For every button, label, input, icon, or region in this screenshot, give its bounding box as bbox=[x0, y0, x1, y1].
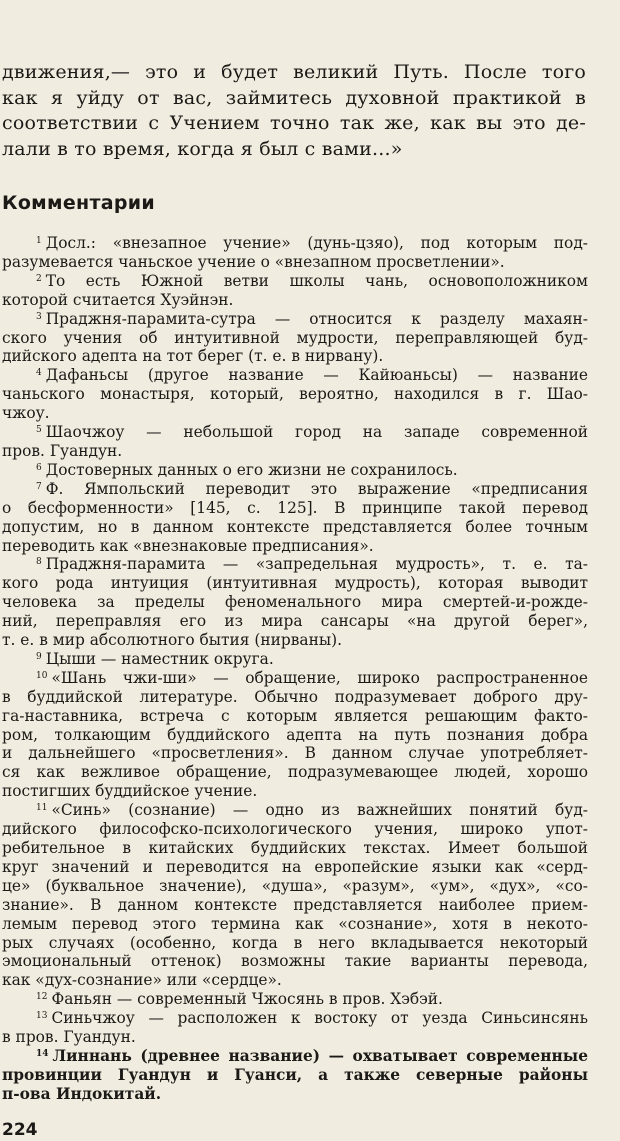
note-line: разумевается чаньское учение о «внезапном просветлении». bbox=[2, 252, 505, 271]
note-number: 8 bbox=[36, 557, 42, 568]
note-line: ся как вежливое обращение, подразумевающее людей, хорошо bbox=[2, 763, 588, 782]
note-number: 2 bbox=[36, 273, 42, 284]
note-line: Достоверных данных о его жизни не сохранилось. bbox=[45, 460, 458, 479]
note-line: круг значений и переводится на европейские языки как «серд- bbox=[2, 857, 588, 876]
note-line: Дафаньсы (другое название — Кайюаньсы) — название bbox=[45, 366, 588, 385]
note-7 bbox=[2, 480, 588, 556]
note-line: Досл.: «внезапное учение» (дунь-цзяо), под которым под- bbox=[45, 234, 588, 252]
note-line: Синьчжоу — расположен к востоку от уезда Синьсинсянь bbox=[51, 1009, 588, 1028]
note-line: в буддийской литературе. Обычно подразумевает доброго дру- bbox=[2, 687, 588, 706]
note-line: рых случаях (особенно, когда в него вкладывается некоторый bbox=[2, 933, 588, 952]
note-number: 9 bbox=[36, 651, 42, 662]
note-line: и дальнейшего «просветления». В данном случае употребляет- bbox=[2, 744, 588, 763]
note-line: То есть Южной ветви школы чань, основоположником bbox=[45, 271, 588, 290]
note-line: переводить как «внезнаковые предписания». bbox=[2, 536, 374, 555]
note-line: т. е. в мир абсолютного бытия (нирваны). bbox=[2, 631, 342, 650]
note-line: Ф. Ямпольский переводит это выражение «предписания bbox=[45, 479, 588, 498]
note-1 bbox=[2, 234, 588, 272]
note-line: Линнань (древнее название) — охватывает современные bbox=[52, 1046, 588, 1065]
note-line: дийского адепта на тот берег (т. е. в нирвану). bbox=[2, 347, 384, 366]
note-line: чаньского монастыря, который, вероятно, находился в г. Шао- bbox=[2, 385, 588, 404]
note-line: це» (буквальное значение), «душа», «разум», «ум», «дух», «со- bbox=[2, 876, 588, 895]
note-line: о бесформенности» [145, с. 125]. В принципе такой перевод bbox=[2, 498, 588, 517]
note-number: 13 bbox=[36, 1011, 48, 1022]
note-5 bbox=[2, 423, 588, 461]
note-2 bbox=[2, 272, 588, 310]
note-line: дийского философско-психологического учения, широко упот- bbox=[2, 820, 588, 839]
note-number: 14 bbox=[36, 1048, 49, 1059]
note-9 bbox=[2, 650, 588, 669]
note-line: кого рода интуиция (интуитивная мудрость), которая выводит bbox=[2, 574, 588, 593]
note-line: в пров. Гуандун. bbox=[2, 1028, 136, 1047]
note-line: Шаочжоу — небольшой город на западе современной bbox=[45, 423, 588, 442]
note-line: знание». В данном контексте представляется наиболее прием- bbox=[2, 895, 588, 914]
note-line: лемым перевод этого термина как «сознание», хотя в некото- bbox=[2, 914, 588, 933]
note-line: ребительное в китайских буддийских текстах. Имеет большой bbox=[2, 839, 588, 857]
note-8 bbox=[2, 555, 588, 650]
note-number: 1 bbox=[36, 236, 42, 246]
intro-line: движения,— это и будет великий Путь. После того bbox=[2, 61, 586, 83]
note-14 bbox=[2, 1047, 588, 1104]
note-line: провинции Гуандун и Гуанси, а также северные районы bbox=[2, 1065, 588, 1084]
section-heading: Комментарии bbox=[2, 192, 156, 214]
note-line: чжоу. bbox=[2, 404, 50, 423]
note-line: «Синь» (сознание) — одно из важнейших понятий буд- bbox=[51, 801, 588, 820]
note-10 bbox=[2, 669, 588, 801]
note-line: человека за пределы феноменального мира смертей-и-рожде- bbox=[2, 593, 588, 612]
note-line: эмоциональный оттенок) возможны такие варианты перевода, bbox=[2, 952, 588, 971]
note-line: п-ова Индокитай. bbox=[2, 1084, 162, 1103]
note-number: 4 bbox=[36, 368, 42, 379]
note-3 bbox=[2, 310, 588, 367]
note-11 bbox=[2, 801, 588, 990]
page-number: 224 bbox=[2, 1120, 38, 1140]
note-6 bbox=[2, 461, 588, 480]
note-line: Праджня-парамита-сутра — относится к разделу махаян- bbox=[45, 309, 588, 328]
note-line: допустим, но в данном контексте представляется более точным bbox=[2, 517, 588, 536]
notes-list bbox=[2, 234, 588, 1104]
intro-line: лали в то время, когда я был с вами...» bbox=[2, 137, 403, 160]
note-12 bbox=[2, 990, 588, 1009]
intro-line: как я уйду от вас, займитесь духовной практикой в bbox=[2, 86, 586, 109]
note-line: ром, толкающим буддийского адепта на путь познания добра bbox=[2, 725, 588, 744]
note-13 bbox=[2, 1009, 588, 1047]
note-number: 7 bbox=[36, 481, 42, 492]
note-number: 12 bbox=[36, 992, 48, 1003]
note-number: 10 bbox=[36, 670, 48, 681]
note-line: которой считается Хуэйнэн. bbox=[2, 290, 234, 309]
note-line: Фаньян — современный Чжосянь в пров. Хэбэй. bbox=[51, 990, 443, 1009]
note-line: ского учения об интуитивной мудрости, переправляющей буд- bbox=[2, 328, 588, 347]
note-line: га-наставника, встреча с которым является решающим факто- bbox=[2, 706, 588, 725]
note-line: постигших буддийское учение. bbox=[2, 782, 258, 801]
note-4 bbox=[2, 366, 588, 423]
note-number: 6 bbox=[36, 462, 42, 473]
intro-line: соответствии с Учением точно так же, как вы это де- bbox=[2, 112, 586, 134]
intro-paragraph bbox=[2, 60, 586, 162]
note-line: ний, переправляя его из мира сансары «на другой берег», bbox=[2, 612, 588, 631]
note-line: «Шань чжи-ши» — обращение, широко распространенное bbox=[51, 668, 588, 687]
note-number: 11 bbox=[36, 803, 48, 814]
note-number: 5 bbox=[36, 425, 42, 436]
note-number: 3 bbox=[36, 311, 42, 322]
note-line: Праджня-парамита — «запредельная мудрость», т. е. та- bbox=[45, 555, 588, 574]
note-line: Цыши — наместник округа. bbox=[45, 649, 274, 668]
note-line: пров. Гуандун. bbox=[2, 441, 123, 460]
note-line: как «дух-сознание» или «сердце». bbox=[2, 971, 282, 990]
